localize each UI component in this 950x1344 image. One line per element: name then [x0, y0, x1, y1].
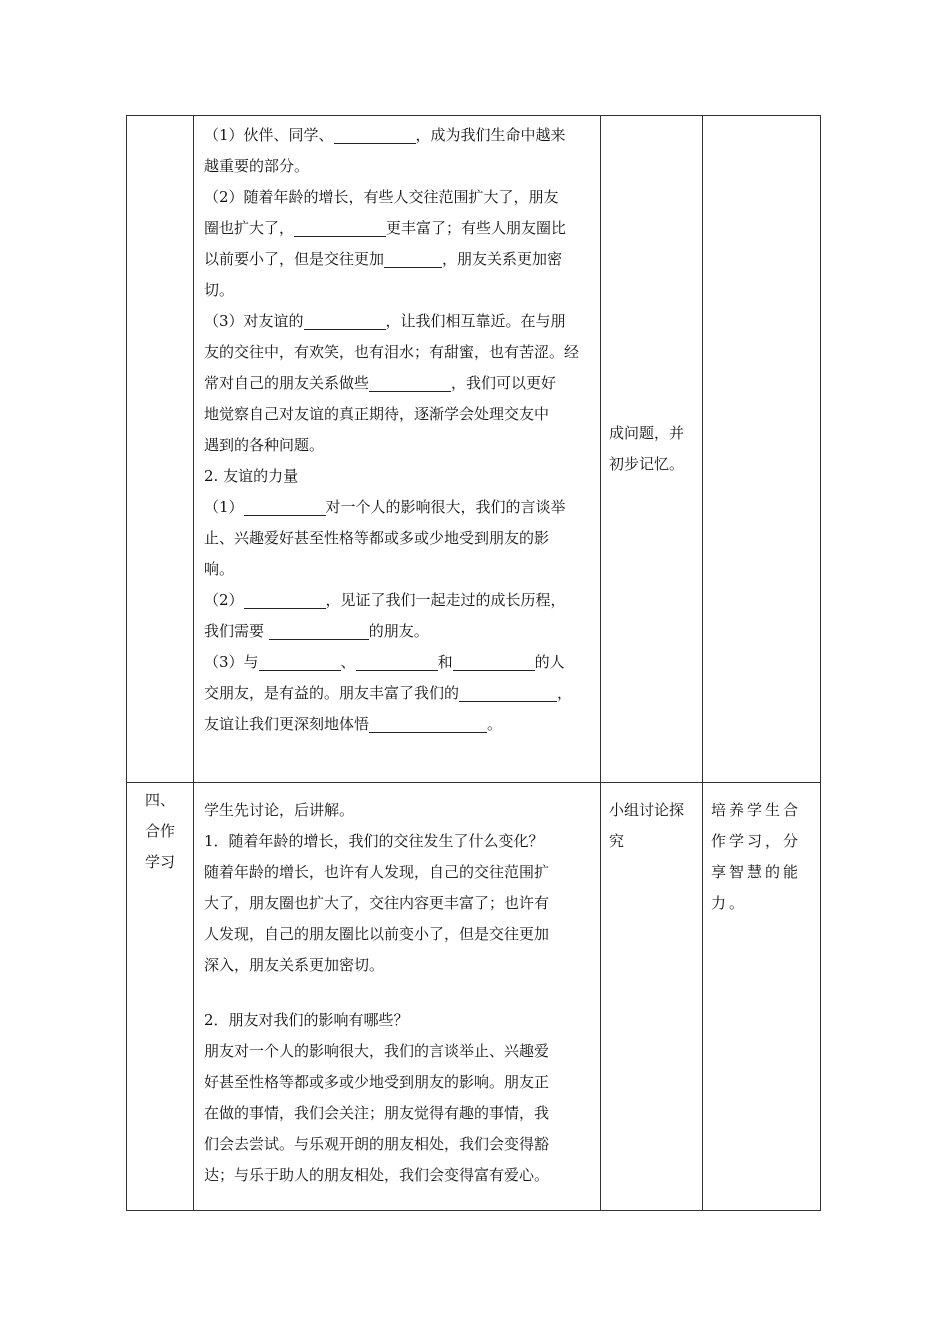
section-title: 四、合作学习 [145, 791, 176, 871]
goal-cell-empty [703, 116, 821, 783]
text-line: 朋友对一个人的影响很大，我们的言谈举止、兴趣爱 [204, 1042, 550, 1060]
text-line: 友谊让我们更深刻地体悟 。 [204, 715, 503, 733]
text-line: 人发现，自己的朋友圈比以前变小了，但是交往更加 [204, 925, 550, 943]
goal-cell [703, 783, 821, 1211]
method-cell [601, 783, 703, 1211]
blank-line [369, 714, 487, 733]
blank-line [269, 621, 369, 640]
content-cell [194, 116, 601, 783]
text-line: 好甚至性格等都或多或少地受到朋友的影响。朋友正 [204, 1073, 550, 1091]
question-2: 2．朋友对我们的影响有哪些？ [204, 1011, 409, 1029]
blank-line [384, 249, 442, 268]
blank-line [244, 497, 326, 516]
goal-text: 培养学生合作学习，分享智慧的能力。 [711, 801, 802, 912]
table-row [127, 783, 821, 1211]
text-line: 止、兴趣爱好甚至性格等都或多或少地受到朋友的影 [204, 529, 550, 547]
text-line: 常对自己的朋友关系做些 ，我们可以更好 [204, 374, 557, 392]
text-line: 们会去尝试。与乐观开朗的朋友相处，我们会变得豁 [204, 1135, 550, 1153]
text-line: （2） ，见证了我们一起走过的成长历程， [204, 591, 566, 609]
text-line: 深入，朋友关系更加密切。 [204, 956, 385, 974]
fill-item-1-line-1: （1）伙伴、同学、 ，成为我们生命中越来 [204, 126, 566, 144]
text-line: （1） 对一个人的影响很大，我们的言谈举 [204, 498, 566, 516]
blank-line [259, 652, 341, 671]
text-line: 以前要小了，但是交往更加 ，朋友关系更加密 [204, 250, 563, 268]
text-line: 响。 [204, 560, 235, 578]
text-line: 达；与乐于助人的朋友相处，我们会变得富有爱心。 [204, 1166, 550, 1184]
text-line: 地觉察自己对友谊的真正期待，逐渐学会处理交友中 [204, 405, 550, 423]
text-line: 交朋友，是有益的。朋友丰富了我们的 ， [204, 684, 573, 702]
text-line: （3）与 、 和 的人 [204, 653, 565, 671]
spacer [204, 981, 592, 1005]
content-cell [194, 783, 601, 1211]
section-cell-empty [127, 116, 194, 783]
blank-line [356, 652, 438, 671]
blank-line [304, 311, 386, 330]
text-line: 在做的事情，我们会关注；朋友觉得有趣的事情，我 [204, 1104, 550, 1122]
section-cell [127, 783, 194, 1211]
text-line: 我们需要 的朋友。 [204, 622, 429, 640]
intro-text: 学生先讨论，后讲解。 [204, 801, 355, 819]
blank-line [294, 218, 386, 237]
text-line: 友的交往中，有欢笑，也有泪水；有甜蜜，也有苦涩。经 [204, 343, 580, 361]
lesson-plan-table [126, 115, 821, 1211]
method-text: 小组讨论探究 [609, 801, 685, 850]
text-line: （2）随着年龄的增长，有些人交往范围扩大了，朋友 [204, 188, 559, 206]
method-cell [601, 116, 703, 783]
blank-line [334, 125, 416, 144]
text-line: 随着年龄的增长，也许有人发现，自己的交往范围扩 [204, 863, 550, 881]
blank-line [453, 652, 535, 671]
side-note: 成问题，并初步记忆。 [609, 424, 685, 473]
text-line: 圈也扩大了， 更丰富了；有些人朋友圈比 [204, 219, 567, 237]
question-1: 1．随着年龄的增长，我们的交往发生了什么变化？ [204, 832, 544, 850]
blank-line [369, 373, 451, 392]
text-line: 大了，朋友圈也扩大了，交往内容更丰富了；也许有 [204, 894, 550, 912]
text-line: 越重要的部分。 [204, 157, 310, 175]
table-row [127, 116, 821, 783]
subheading: 2. 友谊的力量 [204, 467, 299, 485]
blank-line [459, 683, 557, 702]
text-line: （3）对友谊的 ，让我们相互靠近。在与朋 [204, 312, 566, 330]
text-line: 遇到的各种问题。 [204, 436, 325, 454]
text-line: 切。 [204, 281, 235, 299]
blank-line [244, 590, 326, 609]
